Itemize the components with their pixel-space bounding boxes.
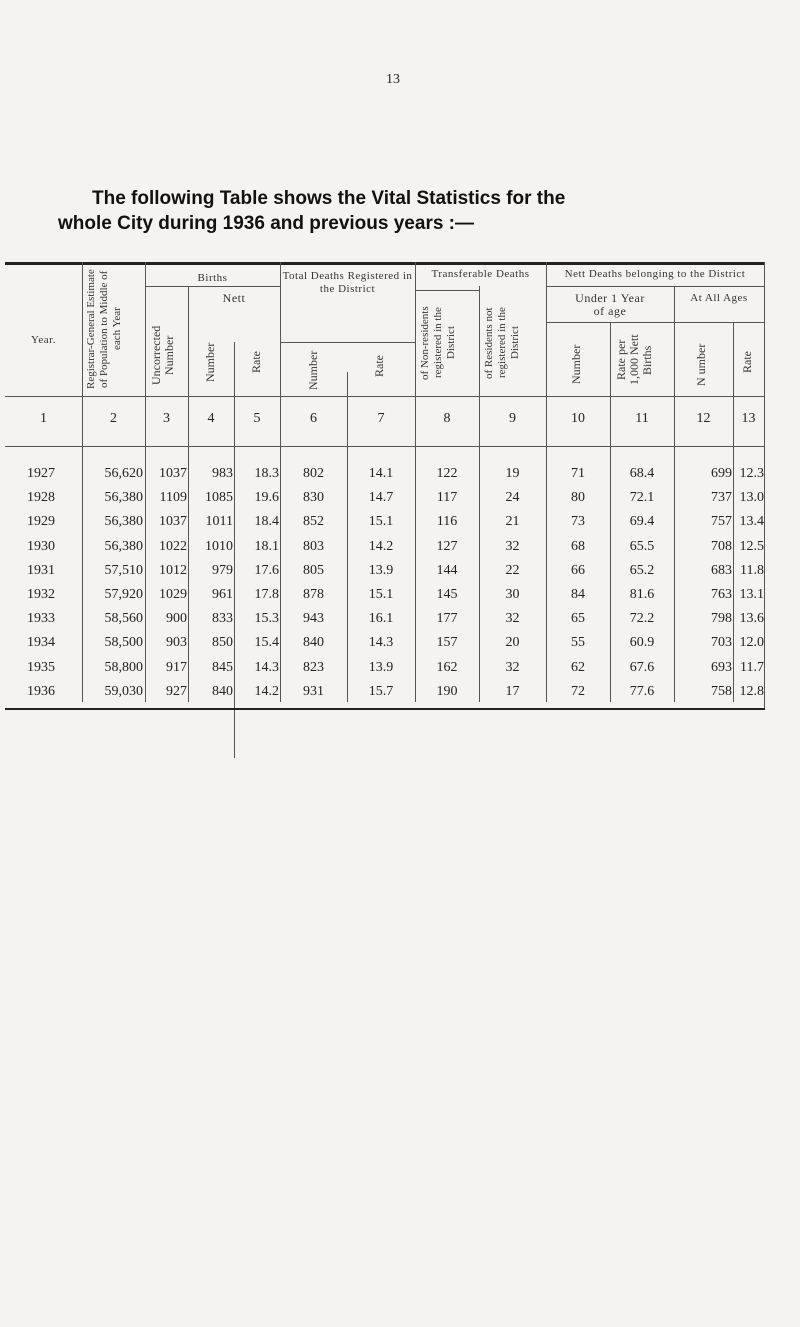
cell-year: 1929 — [27, 514, 55, 530]
cell-population: 57,510 — [104, 562, 143, 578]
cell-birth-rate: 18.1 — [254, 538, 279, 554]
cell-deaths-number: 805 — [303, 562, 324, 578]
header-births: Births — [197, 272, 228, 284]
cell-deaths-number: 943 — [303, 611, 324, 627]
vital-statistics-table — [5, 262, 765, 1262]
cell-infant-rate: 68.4 — [629, 466, 655, 481]
cell-residents: 20 — [505, 635, 520, 651]
cell-non-residents: 157 — [436, 635, 458, 651]
column-number: 8 — [443, 411, 451, 426]
cell-residents: 32 — [505, 659, 520, 675]
cell-infant-rate: 81.6 — [629, 587, 655, 602]
cell-uncorrected: 1037 — [159, 514, 187, 530]
header-nett-deaths: Nett Deaths belonging to the District — [564, 268, 746, 280]
header-infant-number: Number — [569, 344, 583, 384]
cell-non-residents: 116 — [436, 514, 458, 530]
cell-population: 58,560 — [104, 611, 143, 627]
cell-deaths-number: 840 — [303, 635, 324, 651]
cell-residents: 24 — [505, 490, 520, 506]
cell-year: 1931 — [27, 562, 55, 578]
cell-deaths-rate: 16.1 — [368, 611, 394, 627]
divider — [145, 286, 280, 287]
cell-non-residents: 144 — [436, 562, 458, 578]
cell-non-residents: 162 — [436, 659, 458, 675]
header-non-residents: of Non-residents registered in the District — [419, 306, 457, 380]
column-number: 1 — [40, 411, 47, 426]
cell-birth-rate: 18.3 — [254, 466, 279, 481]
cell-all-rate: 13.6 — [739, 611, 764, 627]
cell-all-number: 699 — [711, 466, 732, 481]
cell-birth-rate: 17.6 — [254, 562, 279, 578]
cell-non-residents: 122 — [436, 466, 458, 481]
cell-non-residents: 145 — [436, 587, 458, 602]
cell-all-rate: 11.8 — [740, 562, 764, 578]
cell-infant-number: 71 — [571, 466, 585, 481]
cell-infant-rate: 77.6 — [629, 683, 655, 699]
cell-infant-number: 65 — [571, 611, 585, 627]
cell-all-rate: 12.3 — [739, 466, 764, 481]
cell-all-number: 683 — [711, 562, 732, 578]
divider — [5, 446, 764, 447]
header-births-rate: Rate — [249, 351, 263, 373]
page-number: 13 — [386, 72, 400, 87]
cell-uncorrected: 900 — [166, 611, 187, 627]
cell-all-rate: 11.7 — [740, 659, 764, 675]
cell-infant-rate: 65.2 — [629, 562, 655, 578]
cell-all-number: 758 — [711, 683, 732, 699]
cell-deaths-rate: 13.9 — [368, 562, 394, 578]
cell-birth-rate: 18.4 — [254, 514, 279, 530]
cell-population: 58,500 — [104, 635, 143, 651]
cell-nett-number: 983 — [212, 466, 233, 481]
cell-population: 56,620 — [104, 466, 143, 481]
cell-nett-number: 979 — [212, 562, 233, 578]
cell-infant-number: 66 — [571, 562, 585, 578]
cell-deaths-number: 852 — [303, 514, 324, 530]
cell-deaths-rate: 14.1 — [368, 466, 394, 481]
column-number: 11 — [635, 411, 649, 426]
column-number: 12 — [696, 411, 711, 426]
cell-population: 56,380 — [104, 538, 143, 554]
cell-birth-rate: 17.8 — [254, 587, 279, 602]
table-top-rule — [5, 262, 765, 265]
cell-infant-rate: 67.6 — [629, 659, 655, 675]
cell-deaths-number: 803 — [303, 538, 324, 554]
cell-deaths-rate: 13.9 — [368, 659, 394, 675]
column-number: 13 — [741, 411, 756, 426]
header-infant-rate: Rate per 1,000 Nett Births — [614, 334, 654, 386]
header-year: Year. — [31, 334, 56, 346]
cell-all-rate: 12.5 — [739, 538, 764, 554]
cell-all-number: 798 — [711, 611, 732, 627]
header-uncorrected: Uncorrected Number — [149, 325, 176, 385]
column-number: 3 — [163, 411, 170, 426]
column-number: 10 — [571, 411, 585, 426]
cell-birth-rate: 19.6 — [254, 490, 279, 506]
column-number: 7 — [377, 411, 385, 426]
header-residents: of Residents not registered in the District — [483, 307, 521, 379]
cell-birth-rate: 15.4 — [254, 635, 279, 651]
cell-deaths-rate: 14.3 — [368, 635, 394, 651]
cell-deaths-rate: 15.7 — [368, 683, 394, 699]
cell-year: 1933 — [27, 611, 55, 627]
cell-nett-number: 961 — [212, 587, 233, 602]
cell-uncorrected: 1109 — [159, 490, 187, 506]
header-all-ages: At All Ages — [690, 292, 748, 304]
cell-non-residents: 127 — [436, 538, 458, 554]
header-births-number: Number — [203, 342, 217, 382]
cell-nett-number: 850 — [212, 635, 233, 651]
header-all-rate: Rate — [740, 351, 754, 373]
cell-birth-rate: 14.3 — [254, 659, 279, 675]
cell-nett-number: 840 — [212, 683, 233, 699]
cell-deaths-number: 823 — [303, 659, 324, 675]
cell-year: 1936 — [27, 683, 55, 699]
cell-deaths-rate: 15.1 — [368, 587, 394, 602]
cell-infant-number: 84 — [571, 587, 585, 602]
cell-year: 1927 — [27, 466, 55, 481]
divider — [415, 290, 479, 291]
table-bottom-rule — [5, 708, 765, 710]
cell-all-rate: 12.0 — [739, 635, 764, 651]
cell-deaths-number: 878 — [303, 587, 324, 602]
cell-birth-rate: 15.3 — [254, 611, 279, 627]
header-deaths-rate: Rate — [372, 355, 386, 377]
cell-infant-rate: 72.2 — [629, 611, 655, 627]
divider — [546, 322, 764, 323]
cell-birth-rate: 14.2 — [254, 683, 279, 699]
cell-year: 1928 — [27, 490, 55, 506]
column-number: 2 — [110, 411, 117, 426]
cell-all-number: 763 — [711, 587, 732, 602]
column-number: 9 — [509, 411, 516, 426]
cell-all-rate: 13.4 — [739, 514, 764, 530]
cell-residents: 32 — [505, 611, 520, 627]
cell-population: 57,920 — [104, 587, 143, 602]
cell-residents: 21 — [505, 514, 520, 530]
header-deaths-number: Number — [306, 350, 320, 390]
cell-uncorrected: 1037 — [159, 466, 187, 481]
heading-line-2: whole City during 1936 and previous years :— — [58, 213, 475, 234]
cell-population: 59,030 — [104, 683, 143, 699]
cell-all-rate: 12.8 — [739, 683, 764, 699]
divider — [5, 396, 764, 397]
cell-year: 1932 — [27, 587, 55, 602]
cell-infant-rate: 60.9 — [629, 635, 655, 651]
cell-deaths-number: 830 — [303, 490, 324, 506]
cell-uncorrected: 917 — [166, 659, 187, 675]
heading-line-1: The following Table shows the Vital Statistics for the — [92, 188, 566, 209]
cell-all-number: 703 — [711, 635, 732, 651]
header-nett: Nett — [222, 291, 246, 305]
cell-infant-rate: 65.5 — [629, 538, 655, 554]
header-all-number: N umber — [694, 343, 708, 387]
cell-nett-number: 1011 — [205, 514, 233, 530]
divider — [280, 342, 415, 343]
cell-deaths-rate: 15.1 — [368, 514, 394, 530]
cell-non-residents: 190 — [436, 683, 458, 699]
cell-uncorrected: 1022 — [159, 538, 187, 554]
cell-residents: 22 — [505, 562, 520, 578]
cell-population: 56,380 — [104, 490, 143, 506]
cell-deaths-number: 802 — [303, 466, 324, 481]
column-number: 5 — [253, 411, 261, 426]
cell-infant-number: 80 — [571, 490, 585, 506]
cell-nett-number: 833 — [212, 611, 233, 627]
cell-year: 1934 — [27, 635, 55, 651]
cell-population: 56,380 — [104, 514, 143, 530]
cell-year: 1930 — [27, 538, 55, 554]
cell-deaths-rate: 14.2 — [368, 538, 394, 554]
cell-non-residents: 177 — [436, 611, 458, 627]
header-under-1: Under 1 Year of age — [575, 291, 645, 318]
cell-infant-number: 73 — [571, 514, 585, 530]
cell-all-number: 757 — [711, 514, 732, 530]
cell-deaths-rate: 14.7 — [368, 490, 394, 506]
cell-nett-number: 845 — [212, 659, 233, 675]
cell-nett-number: 1085 — [205, 490, 233, 506]
cell-uncorrected: 1029 — [159, 587, 187, 602]
cell-residents: 17 — [505, 683, 520, 699]
cell-infant-rate: 69.4 — [629, 514, 655, 530]
cell-uncorrected: 903 — [166, 635, 187, 651]
cell-infant-number: 68 — [571, 538, 585, 554]
divider — [546, 286, 764, 287]
cell-non-residents: 117 — [436, 490, 458, 506]
header-total-deaths: Total Deaths Registered in the District — [282, 270, 413, 295]
table-row — [5, 684, 765, 718]
cell-all-number: 708 — [711, 538, 732, 554]
cell-infant-rate: 72.1 — [629, 490, 655, 506]
cell-population: 58,800 — [104, 659, 143, 675]
header-transferable: Transferable Deaths — [431, 268, 530, 280]
cell-residents: 19 — [505, 466, 520, 481]
cell-year: 1935 — [27, 659, 55, 675]
page-heading — [58, 186, 758, 236]
cell-infant-number: 72 — [571, 683, 585, 699]
cell-all-number: 737 — [711, 490, 732, 506]
cell-deaths-number: 931 — [303, 683, 324, 699]
cell-all-rate: 13.0 — [739, 490, 764, 506]
column-number: 6 — [310, 411, 317, 426]
cell-uncorrected: 1012 — [159, 562, 187, 578]
cell-all-number: 693 — [711, 659, 732, 675]
cell-residents: 30 — [505, 587, 520, 602]
cell-infant-number: 62 — [571, 659, 585, 675]
column-number: 4 — [207, 411, 215, 426]
cell-infant-number: 55 — [571, 635, 585, 651]
header-estimate: Registrar-General Estimate of Population to Middle of each Year — [85, 269, 123, 389]
cell-uncorrected: 927 — [166, 683, 187, 699]
cell-all-rate: 13.1 — [739, 587, 764, 602]
cell-residents: 32 — [505, 538, 520, 554]
cell-nett-number: 1010 — [205, 538, 233, 554]
